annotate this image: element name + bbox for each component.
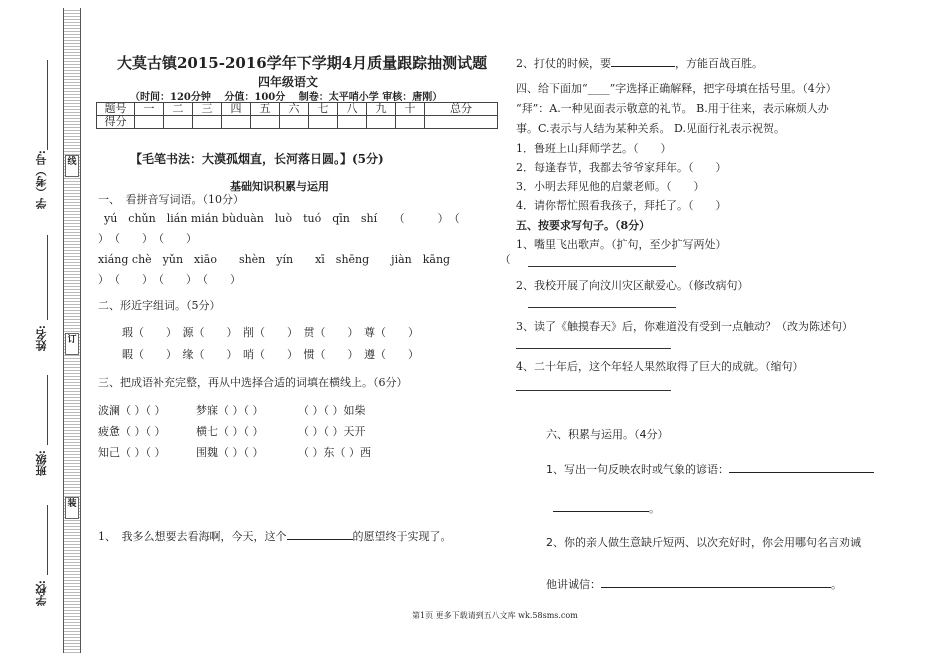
idiom-item[interactable]: 知己（ ）（ ） <box>98 446 166 459</box>
q3-sentence1 <box>98 527 452 544</box>
score-cell: 三 <box>193 103 222 116</box>
q2-row2[interactable]: 暇（ ） 缘（ ） 哨（ ） 惯（ ） 遵（ ） <box>122 348 419 361</box>
score-cell: 题号 <box>97 103 135 116</box>
score-table-score-row <box>97 116 498 129</box>
score-cell: 六 <box>280 103 309 116</box>
q5-answer-line[interactable] <box>528 307 676 308</box>
score-cell: 一 <box>135 103 164 116</box>
score-input-cell[interactable] <box>367 116 396 129</box>
idiom-item[interactable]: （ ）（ ）天开 <box>298 425 366 438</box>
q5-item: 2、我校开展了向汶川灾区献爱心。（修改病句） <box>516 279 749 292</box>
exam-title: 大莫古镇2015-2016学年下学期4月质量跟踪抽测试题 <box>117 54 488 72</box>
calligraphy-item: 【毛笔书法：大漠孤烟直，长河落日圆。】(5分) <box>130 152 384 166</box>
q6-item1-blank2[interactable] <box>553 499 649 512</box>
q6-item1-label: 1、写出一句反映农时或气象的谚语： <box>546 463 729 476</box>
idiom-item[interactable]: 波澜（ ）（ ） <box>98 404 166 417</box>
exam-subject: 四年级语文 <box>258 75 319 89</box>
q6-item2-line2 <box>546 575 842 592</box>
section-basic-heading: 基础知识积累与运用 <box>230 180 329 193</box>
exam-no-line <box>47 60 48 150</box>
q4-definition-line1: “拜”：A.一种见面表示敬意的礼节。 B.用于往来，表示麻烦人办 <box>516 102 829 115</box>
q1-heading: 一、 看拼音写词语。（10分） <box>98 193 244 206</box>
q6-item1-continuation <box>553 499 660 516</box>
q6-item2-label: 他讲诚信： <box>546 578 601 591</box>
q5-heading: 五、按要求写句子。（8分） <box>516 219 651 232</box>
q4-definition-line2: 事。C.表示与人结为某种关系。 D.见面行礼表示祝贺。 <box>516 122 785 135</box>
q3-sentence2-blank[interactable] <box>611 54 675 67</box>
score-input-cell[interactable] <box>309 116 338 129</box>
idiom-item[interactable]: （ ）东（ ）西 <box>298 446 371 459</box>
q2-row1[interactable]: 瑕（ ） 源（ ） 削（ ） 贯（ ） 尊（ ） <box>122 326 419 339</box>
q6-item2-blank[interactable] <box>601 575 831 588</box>
q6-item2-line1: 2、你的亲人做生意缺斤短两、以次充好时，你会用哪句名言劝诫 <box>546 536 861 549</box>
q4-item[interactable]: 2．每逢春节，我都去爷爷家拜年。（ ） <box>516 161 727 174</box>
idiom-item[interactable]: 横七（ ）（ ） <box>196 425 264 438</box>
score-cell: 八 <box>338 103 367 116</box>
score-cell: 二 <box>164 103 193 116</box>
q4-item[interactable]: 4．请你帮忙照看我孩子，拜托了。（ ） <box>516 199 727 212</box>
score-cell: 四 <box>222 103 251 116</box>
idiom-item[interactable]: 疲惫（ ）（ ） <box>98 425 166 438</box>
q1-brackets-line2[interactable]: ） （ ） （ ） （ ） <box>98 273 241 286</box>
q3-sentence1-suffix: 的愿望终于实现了。 <box>352 530 452 543</box>
idiom-item[interactable]: 围魏（ ）（ ） <box>196 446 264 459</box>
score-input-cell[interactable] <box>338 116 367 129</box>
q3-sentence1-blank[interactable] <box>287 527 353 540</box>
exam-no-label: 学（考）号: <box>35 150 48 210</box>
score-cell: 七 <box>309 103 338 116</box>
score-input-cell[interactable] <box>251 116 280 129</box>
q3-heading: 三、把成语补充完整，再从中选择合适的词填在横线上。（6分） <box>98 376 408 389</box>
score-cell: 总分 <box>425 103 498 116</box>
name-label: 姓名: <box>35 325 48 352</box>
score-input-cell[interactable] <box>193 116 222 129</box>
q4-heading: 四、给下面加“____”字选择正确解释，把字母填在括号里。（4分） <box>516 82 837 95</box>
q1-pinyin-line1: yú chǔn lián mián bùduàn luò tuó qīn shí （ ） （ <box>104 212 460 225</box>
score-table-header-row <box>97 103 498 116</box>
class-line <box>47 375 48 445</box>
score-input-cell[interactable] <box>280 116 309 129</box>
binding-strip <box>63 8 81 653</box>
binding-mark-ding: 订 <box>65 333 79 355</box>
page-footer: 第1页 更多下载请到五八文库 wk.58sms.com <box>412 611 578 620</box>
school-line <box>47 505 48 575</box>
q5-answer-line[interactable] <box>516 348 671 349</box>
q5-item: 4、二十年后，这个年轻人果然取得了巨大的成就。（缩句） <box>516 360 804 373</box>
school-label: 学校: <box>35 580 48 607</box>
class-label: 班级: <box>35 450 48 477</box>
score-cell: 五 <box>251 103 280 116</box>
q5-answer-line[interactable] <box>528 266 676 267</box>
q6-item1-blank[interactable] <box>729 460 874 473</box>
exam-info: （时间：120分钟 分值：100分 制卷：太平哨小学 审核：唐刚） <box>130 92 443 103</box>
q6-item1 <box>546 460 874 477</box>
q3-sentence2-prefix: 2、打仗的时候，要 <box>516 57 611 70</box>
q1-brackets-line1[interactable]: ） （ ） （ ） <box>98 232 197 245</box>
q3-sentence2-suffix: ，方能百战百胜。 <box>675 57 763 70</box>
binding-mark-xian: 线 <box>65 155 79 177</box>
score-input-cell[interactable] <box>135 116 164 129</box>
q5-item: 3、读了《触摸春天》后，你难道没有受到一点触动？（改为陈述句） <box>516 320 853 333</box>
score-input-cell[interactable] <box>396 116 425 129</box>
q3-sentence2 <box>516 54 763 71</box>
score-input-cell[interactable] <box>425 116 498 129</box>
q5-item: 1、嘴里飞出歌声。（扩句，至少扩写两处） <box>516 238 727 251</box>
score-table <box>96 102 498 129</box>
score-input-cell[interactable] <box>164 116 193 129</box>
q6-heading: 六、积累与运用。（4分） <box>546 428 669 441</box>
q4-item[interactable]: 1．鲁班上山拜师学艺。（ ） <box>516 142 672 155</box>
q2-heading: 二、形近字组词。（5分） <box>98 299 221 312</box>
score-cell: 九 <box>367 103 396 116</box>
binding-mark-zhuang: 装 <box>65 497 79 519</box>
score-input-cell[interactable] <box>222 116 251 129</box>
q3-sentence1-prefix: 1、 我多么想要去看海啊，今天，这个 <box>98 530 287 543</box>
q6-item2-end: 。 <box>831 578 842 591</box>
score-cell: 十 <box>396 103 425 116</box>
idiom-item[interactable]: 梦寐（ ）（ ） <box>196 404 264 417</box>
q1-pinyin-line2: xiáng chè yǔn xiāo shèn yín xī shēng jiàn kāng （ <box>98 253 511 266</box>
name-line <box>47 235 48 320</box>
score-cell: 得分 <box>97 116 135 129</box>
q6-item1-end: 。 <box>649 502 660 515</box>
idiom-item[interactable]: （ ）（ ）如柴 <box>298 404 366 417</box>
q4-item[interactable]: 3．小明去拜见他的启蒙老师。（ ） <box>516 180 705 193</box>
q5-answer-line[interactable] <box>516 390 671 391</box>
